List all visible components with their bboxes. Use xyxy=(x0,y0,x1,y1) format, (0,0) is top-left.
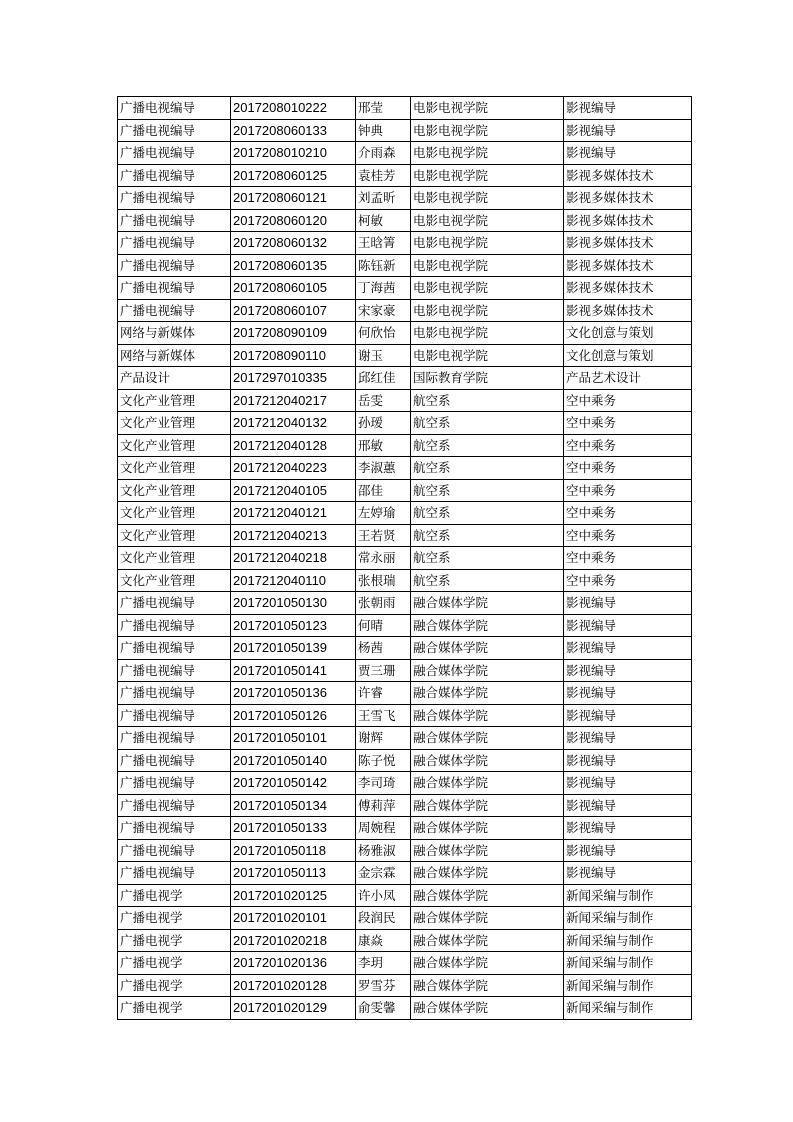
table-row xyxy=(118,637,692,660)
major-cell: 广播电视编导 xyxy=(118,164,231,187)
program-cell: 影视编导 xyxy=(564,119,692,142)
name-cell: 谢玉 xyxy=(356,344,411,367)
program-cell: 影视编导 xyxy=(564,142,692,165)
college-cell: 航空系 xyxy=(411,547,564,570)
major-cell: 文化产业管理 xyxy=(118,479,231,502)
name-cell: 金宗霖 xyxy=(356,862,411,885)
student-id-cell: 2017212040213 xyxy=(231,524,356,547)
program-cell: 影视编导 xyxy=(564,637,692,660)
college-cell: 电影电视学院 xyxy=(411,299,564,322)
table-row xyxy=(118,929,692,952)
major-cell: 广播电视学 xyxy=(118,974,231,997)
college-cell: 融合媒体学院 xyxy=(411,749,564,772)
name-cell: 张朝雨 xyxy=(356,592,411,615)
student-id-cell: 2017201050133 xyxy=(231,817,356,840)
college-cell: 融合媒体学院 xyxy=(411,727,564,750)
major-cell: 广播电视编导 xyxy=(118,704,231,727)
name-cell: 宋家豪 xyxy=(356,299,411,322)
table-row xyxy=(118,592,692,615)
table-row xyxy=(118,502,692,525)
table-row xyxy=(118,524,692,547)
name-cell: 何欣怡 xyxy=(356,322,411,345)
name-cell: 左婷瑜 xyxy=(356,502,411,525)
program-cell: 新闻采编与制作 xyxy=(564,974,692,997)
student-id-cell: 2017201020136 xyxy=(231,952,356,975)
table-row xyxy=(118,479,692,502)
name-cell: 何晴 xyxy=(356,614,411,637)
program-cell: 影视多媒体技术 xyxy=(564,187,692,210)
name-cell: 杨雅淑 xyxy=(356,839,411,862)
program-cell: 产品艺术设计 xyxy=(564,367,692,390)
major-cell: 广播电视编导 xyxy=(118,187,231,210)
name-cell: 邱红佳 xyxy=(356,367,411,390)
program-cell: 文化创意与策划 xyxy=(564,322,692,345)
student-id-cell: 2017212040105 xyxy=(231,479,356,502)
table-row xyxy=(118,164,692,187)
table-row xyxy=(118,142,692,165)
name-cell: 王若贤 xyxy=(356,524,411,547)
college-cell: 电影电视学院 xyxy=(411,187,564,210)
major-cell: 广播电视编导 xyxy=(118,839,231,862)
table-row xyxy=(118,794,692,817)
program-cell: 新闻采编与制作 xyxy=(564,907,692,930)
name-cell: 丁海茜 xyxy=(356,277,411,300)
table-row xyxy=(118,682,692,705)
college-cell: 融合媒体学院 xyxy=(411,637,564,660)
college-cell: 电影电视学院 xyxy=(411,322,564,345)
table-row xyxy=(118,209,692,232)
student-id-cell: 2017208060125 xyxy=(231,164,356,187)
name-cell: 李玥 xyxy=(356,952,411,975)
student-id-cell: 2017208060133 xyxy=(231,119,356,142)
program-cell: 空中乘务 xyxy=(564,479,692,502)
major-cell: 广播电视编导 xyxy=(118,862,231,885)
student-id-cell: 2017201020129 xyxy=(231,997,356,1020)
table-body xyxy=(118,97,692,1020)
program-cell: 空中乘务 xyxy=(564,524,692,547)
major-cell: 广播电视编导 xyxy=(118,727,231,750)
college-cell: 电影电视学院 xyxy=(411,254,564,277)
college-cell: 航空系 xyxy=(411,434,564,457)
table-row xyxy=(118,344,692,367)
name-cell: 王晗箐 xyxy=(356,232,411,255)
name-cell: 谢辉 xyxy=(356,727,411,750)
student-id-cell: 2017201050134 xyxy=(231,794,356,817)
table-row xyxy=(118,97,692,120)
student-id-cell: 2017208010210 xyxy=(231,142,356,165)
student-id-cell: 2017201050123 xyxy=(231,614,356,637)
major-cell: 广播电视学 xyxy=(118,929,231,952)
table-row xyxy=(118,569,692,592)
major-cell: 文化产业管理 xyxy=(118,569,231,592)
student-id-cell: 2017201050130 xyxy=(231,592,356,615)
table-row xyxy=(118,704,692,727)
name-cell: 袁桂芳 xyxy=(356,164,411,187)
student-id-cell: 2017201020101 xyxy=(231,907,356,930)
program-cell: 新闻采编与制作 xyxy=(564,952,692,975)
program-cell: 影视编导 xyxy=(564,592,692,615)
college-cell: 融合媒体学院 xyxy=(411,862,564,885)
major-cell: 文化产业管理 xyxy=(118,434,231,457)
table-row xyxy=(118,254,692,277)
college-cell: 电影电视学院 xyxy=(411,164,564,187)
major-cell: 广播电视学 xyxy=(118,997,231,1020)
table-row xyxy=(118,434,692,457)
student-id-cell: 2017208060132 xyxy=(231,232,356,255)
college-cell: 融合媒体学院 xyxy=(411,839,564,862)
name-cell: 李司琦 xyxy=(356,772,411,795)
major-cell: 文化产业管理 xyxy=(118,502,231,525)
college-cell: 航空系 xyxy=(411,524,564,547)
major-cell: 文化产业管理 xyxy=(118,457,231,480)
college-cell: 电影电视学院 xyxy=(411,97,564,120)
college-cell: 融合媒体学院 xyxy=(411,817,564,840)
name-cell: 邵佳 xyxy=(356,479,411,502)
student-id-cell: 2017201020128 xyxy=(231,974,356,997)
student-id-cell: 2017208060107 xyxy=(231,299,356,322)
college-cell: 电影电视学院 xyxy=(411,119,564,142)
name-cell: 李淑蕙 xyxy=(356,457,411,480)
major-cell: 广播电视编导 xyxy=(118,142,231,165)
program-cell: 文化创意与策划 xyxy=(564,344,692,367)
major-cell: 产品设计 xyxy=(118,367,231,390)
student-id-cell: 2017212040217 xyxy=(231,389,356,412)
major-cell: 网络与新媒体 xyxy=(118,344,231,367)
name-cell: 罗雪芬 xyxy=(356,974,411,997)
program-cell: 影视编导 xyxy=(564,839,692,862)
major-cell: 广播电视编导 xyxy=(118,794,231,817)
program-cell: 影视编导 xyxy=(564,794,692,817)
major-cell: 广播电视学 xyxy=(118,884,231,907)
major-cell: 广播电视编导 xyxy=(118,749,231,772)
table-row xyxy=(118,547,692,570)
table-row xyxy=(118,614,692,637)
major-cell: 文化产业管理 xyxy=(118,547,231,570)
college-cell: 航空系 xyxy=(411,479,564,502)
college-cell: 航空系 xyxy=(411,412,564,435)
name-cell: 康焱 xyxy=(356,929,411,952)
college-cell: 融合媒体学院 xyxy=(411,997,564,1020)
name-cell: 邢莹 xyxy=(356,97,411,120)
college-cell: 融合媒体学院 xyxy=(411,614,564,637)
table-row xyxy=(118,457,692,480)
college-cell: 融合媒体学院 xyxy=(411,952,564,975)
major-cell: 广播电视编导 xyxy=(118,277,231,300)
major-cell: 广播电视编导 xyxy=(118,254,231,277)
student-id-cell: 2017212040132 xyxy=(231,412,356,435)
major-cell: 广播电视编导 xyxy=(118,659,231,682)
student-id-cell: 2017201050118 xyxy=(231,839,356,862)
table-row xyxy=(118,839,692,862)
program-cell: 影视编导 xyxy=(564,772,692,795)
major-cell: 文化产业管理 xyxy=(118,412,231,435)
program-cell: 空中乘务 xyxy=(564,569,692,592)
program-cell: 空中乘务 xyxy=(564,434,692,457)
table-row xyxy=(118,389,692,412)
program-cell: 空中乘务 xyxy=(564,457,692,480)
program-cell: 空中乘务 xyxy=(564,502,692,525)
college-cell: 融合媒体学院 xyxy=(411,592,564,615)
student-id-cell: 2017208060121 xyxy=(231,187,356,210)
program-cell: 影视编导 xyxy=(564,749,692,772)
major-cell: 广播电视编导 xyxy=(118,817,231,840)
name-cell: 孙瑷 xyxy=(356,412,411,435)
college-cell: 融合媒体学院 xyxy=(411,884,564,907)
program-cell: 影视编导 xyxy=(564,862,692,885)
student-id-cell: 2017201050142 xyxy=(231,772,356,795)
college-cell: 电影电视学院 xyxy=(411,209,564,232)
program-cell: 影视多媒体技术 xyxy=(564,299,692,322)
name-cell: 陈钰新 xyxy=(356,254,411,277)
student-id-cell: 2017212040121 xyxy=(231,502,356,525)
college-cell: 航空系 xyxy=(411,569,564,592)
table-row xyxy=(118,232,692,255)
major-cell: 广播电视编导 xyxy=(118,592,231,615)
name-cell: 许小凤 xyxy=(356,884,411,907)
program-cell: 影视多媒体技术 xyxy=(564,277,692,300)
name-cell: 陈子悦 xyxy=(356,749,411,772)
student-id-cell: 2017201020218 xyxy=(231,929,356,952)
name-cell: 俞雯馨 xyxy=(356,997,411,1020)
table-row xyxy=(118,367,692,390)
program-cell: 新闻采编与制作 xyxy=(564,997,692,1020)
student-id-cell: 2017212040218 xyxy=(231,547,356,570)
student-id-cell: 2017201050136 xyxy=(231,682,356,705)
student-id-cell: 2017208060135 xyxy=(231,254,356,277)
name-cell: 邢敏 xyxy=(356,434,411,457)
table-row xyxy=(118,187,692,210)
major-cell: 广播电视编导 xyxy=(118,97,231,120)
student-id-cell: 2017208060120 xyxy=(231,209,356,232)
program-cell: 影视编导 xyxy=(564,817,692,840)
table-row xyxy=(118,974,692,997)
table-row xyxy=(118,749,692,772)
program-cell: 影视多媒体技术 xyxy=(564,209,692,232)
student-id-cell: 2017212040223 xyxy=(231,457,356,480)
table-row xyxy=(118,817,692,840)
table-row xyxy=(118,862,692,885)
college-cell: 电影电视学院 xyxy=(411,232,564,255)
major-cell: 广播电视编导 xyxy=(118,772,231,795)
name-cell: 王雪飞 xyxy=(356,704,411,727)
name-cell: 介雨森 xyxy=(356,142,411,165)
major-cell: 广播电视编导 xyxy=(118,209,231,232)
college-cell: 电影电视学院 xyxy=(411,142,564,165)
program-cell: 影视多媒体技术 xyxy=(564,232,692,255)
college-cell: 融合媒体学院 xyxy=(411,772,564,795)
major-cell: 广播电视编导 xyxy=(118,637,231,660)
program-cell: 影视多媒体技术 xyxy=(564,164,692,187)
table-row xyxy=(118,884,692,907)
major-cell: 文化产业管理 xyxy=(118,524,231,547)
table-row xyxy=(118,772,692,795)
student-id-cell: 2017208090109 xyxy=(231,322,356,345)
table-row xyxy=(118,119,692,142)
program-cell: 影视编导 xyxy=(564,682,692,705)
student-id-cell: 2017201050113 xyxy=(231,862,356,885)
college-cell: 融合媒体学院 xyxy=(411,974,564,997)
program-cell: 影视编导 xyxy=(564,97,692,120)
college-cell: 电影电视学院 xyxy=(411,277,564,300)
name-cell: 岳雯 xyxy=(356,389,411,412)
program-cell: 空中乘务 xyxy=(564,389,692,412)
name-cell: 傅莉萍 xyxy=(356,794,411,817)
college-cell: 航空系 xyxy=(411,502,564,525)
college-cell: 融合媒体学院 xyxy=(411,929,564,952)
program-cell: 新闻采编与制作 xyxy=(564,929,692,952)
name-cell: 钟典 xyxy=(356,119,411,142)
student-id-cell: 2017297010335 xyxy=(231,367,356,390)
college-cell: 电影电视学院 xyxy=(411,344,564,367)
college-cell: 航空系 xyxy=(411,389,564,412)
student-id-cell: 2017201050101 xyxy=(231,727,356,750)
name-cell: 许睿 xyxy=(356,682,411,705)
student-id-cell: 2017201050141 xyxy=(231,659,356,682)
college-cell: 融合媒体学院 xyxy=(411,794,564,817)
table-row xyxy=(118,727,692,750)
name-cell: 周婉程 xyxy=(356,817,411,840)
program-cell: 空中乘务 xyxy=(564,547,692,570)
table-row xyxy=(118,277,692,300)
table-row xyxy=(118,322,692,345)
table-row xyxy=(118,412,692,435)
major-cell: 广播电视编导 xyxy=(118,299,231,322)
student-id-cell: 2017212040110 xyxy=(231,569,356,592)
student-table xyxy=(117,96,692,1020)
program-cell: 新闻采编与制作 xyxy=(564,884,692,907)
name-cell: 张根瑞 xyxy=(356,569,411,592)
college-cell: 融合媒体学院 xyxy=(411,682,564,705)
table-row xyxy=(118,299,692,322)
college-cell: 融合媒体学院 xyxy=(411,704,564,727)
college-cell: 航空系 xyxy=(411,457,564,480)
student-id-cell: 2017201020125 xyxy=(231,884,356,907)
name-cell: 杨茜 xyxy=(356,637,411,660)
college-cell: 融合媒体学院 xyxy=(411,907,564,930)
program-cell: 影视编导 xyxy=(564,659,692,682)
student-id-cell: 2017201050126 xyxy=(231,704,356,727)
student-id-cell: 2017201050139 xyxy=(231,637,356,660)
student-id-cell: 2017212040128 xyxy=(231,434,356,457)
student-id-cell: 2017201050140 xyxy=(231,749,356,772)
major-cell: 广播电视编导 xyxy=(118,119,231,142)
college-cell: 融合媒体学院 xyxy=(411,659,564,682)
program-cell: 空中乘务 xyxy=(564,412,692,435)
major-cell: 文化产业管理 xyxy=(118,389,231,412)
name-cell: 贾三珊 xyxy=(356,659,411,682)
program-cell: 影视编导 xyxy=(564,727,692,750)
program-cell: 影视多媒体技术 xyxy=(564,254,692,277)
major-cell: 广播电视学 xyxy=(118,952,231,975)
table-row xyxy=(118,907,692,930)
program-cell: 影视编导 xyxy=(564,704,692,727)
name-cell: 刘孟昕 xyxy=(356,187,411,210)
student-id-cell: 2017208060105 xyxy=(231,277,356,300)
name-cell: 柯敏 xyxy=(356,209,411,232)
student-id-cell: 2017208090110 xyxy=(231,344,356,367)
major-cell: 广播电视编导 xyxy=(118,232,231,255)
table-row xyxy=(118,952,692,975)
student-id-cell: 2017208010222 xyxy=(231,97,356,120)
table-row xyxy=(118,659,692,682)
name-cell: 常永丽 xyxy=(356,547,411,570)
table-row xyxy=(118,997,692,1020)
major-cell: 广播电视学 xyxy=(118,907,231,930)
program-cell: 影视编导 xyxy=(564,614,692,637)
name-cell: 段润民 xyxy=(356,907,411,930)
major-cell: 广播电视编导 xyxy=(118,682,231,705)
major-cell: 网络与新媒体 xyxy=(118,322,231,345)
major-cell: 广播电视编导 xyxy=(118,614,231,637)
college-cell: 国际教育学院 xyxy=(411,367,564,390)
